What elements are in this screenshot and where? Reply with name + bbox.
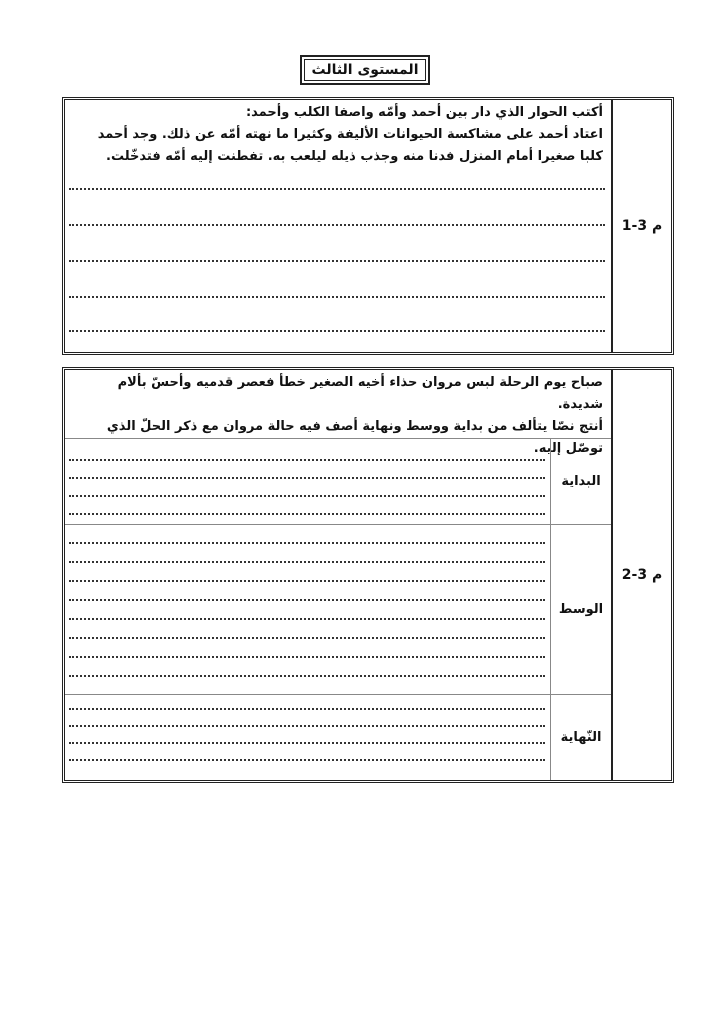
answer-line[interactable] (69, 542, 545, 544)
section-beginning (65, 439, 611, 524)
question-1-prompt-block (65, 100, 611, 168)
answer-line[interactable] (69, 459, 545, 461)
question-1-box (62, 97, 674, 355)
answer-line[interactable] (69, 495, 545, 497)
section-end-label: النّهاية (550, 694, 611, 780)
answer-line[interactable] (69, 260, 605, 262)
section-end-lines (65, 694, 551, 780)
answer-line[interactable] (69, 759, 545, 761)
answer-line[interactable] (69, 580, 545, 582)
question-2-text: صباح يوم الرحلة لبس مروان حذاء أخيه الصغير خطأ فعصر قدميه وأحسّ بألام شديدة. (117, 375, 603, 412)
answer-line[interactable] (69, 637, 545, 639)
answer-line[interactable] (69, 561, 545, 563)
answer-line[interactable] (69, 656, 545, 658)
answer-line[interactable] (69, 708, 545, 710)
question-1-content (65, 100, 611, 352)
answer-line[interactable] (69, 477, 545, 479)
question-1-text: اعتاد أحمد على مشاكسة الحيوانات الأليفة وكثيرا ما نهته أمّه عن ذلك. وجد أحمد كلبا صغيرا أمام المنزل فدنا منه وجذب ذيله ليلعب به. تفطنت إليه أمّه فتدخّلت. (97, 127, 603, 164)
section-middle-lines (65, 524, 551, 694)
question-2-box (62, 367, 674, 783)
section-end (65, 694, 611, 780)
level-title: المستوى الثالث (304, 59, 426, 81)
section-middle (65, 524, 611, 694)
answer-line[interactable] (69, 188, 605, 190)
section-beginning-label: البداية (550, 439, 611, 524)
answer-line[interactable] (69, 330, 605, 332)
question-2-content (65, 370, 611, 780)
answer-line[interactable] (69, 599, 545, 601)
answer-line[interactable] (69, 742, 545, 744)
answer-line[interactable] (69, 513, 545, 515)
answer-line[interactable] (69, 725, 545, 727)
answer-line[interactable] (69, 296, 605, 298)
section-grid (65, 438, 611, 780)
answer-line[interactable] (69, 618, 545, 620)
section-middle-label: الوسط (550, 524, 611, 694)
question-2-number: م 3-2 (611, 370, 671, 780)
level-title-box (300, 55, 430, 85)
section-beginning-lines (65, 439, 551, 524)
answer-line[interactable] (69, 224, 605, 226)
question-2-prompt: أنتج نصّا يتألف من بداية ووسط ونهاية أصف فيه حالة مروان مع ذكر الحلّ الذي توصّل إليه. (106, 419, 603, 456)
answer-line[interactable] (69, 675, 545, 677)
question-1-prompt: أكتب الحوار الذي دار بين أحمد وأمّه واصفا الكلب وأحمد: (245, 105, 603, 120)
question-1-number: م 3-1 (611, 100, 671, 352)
